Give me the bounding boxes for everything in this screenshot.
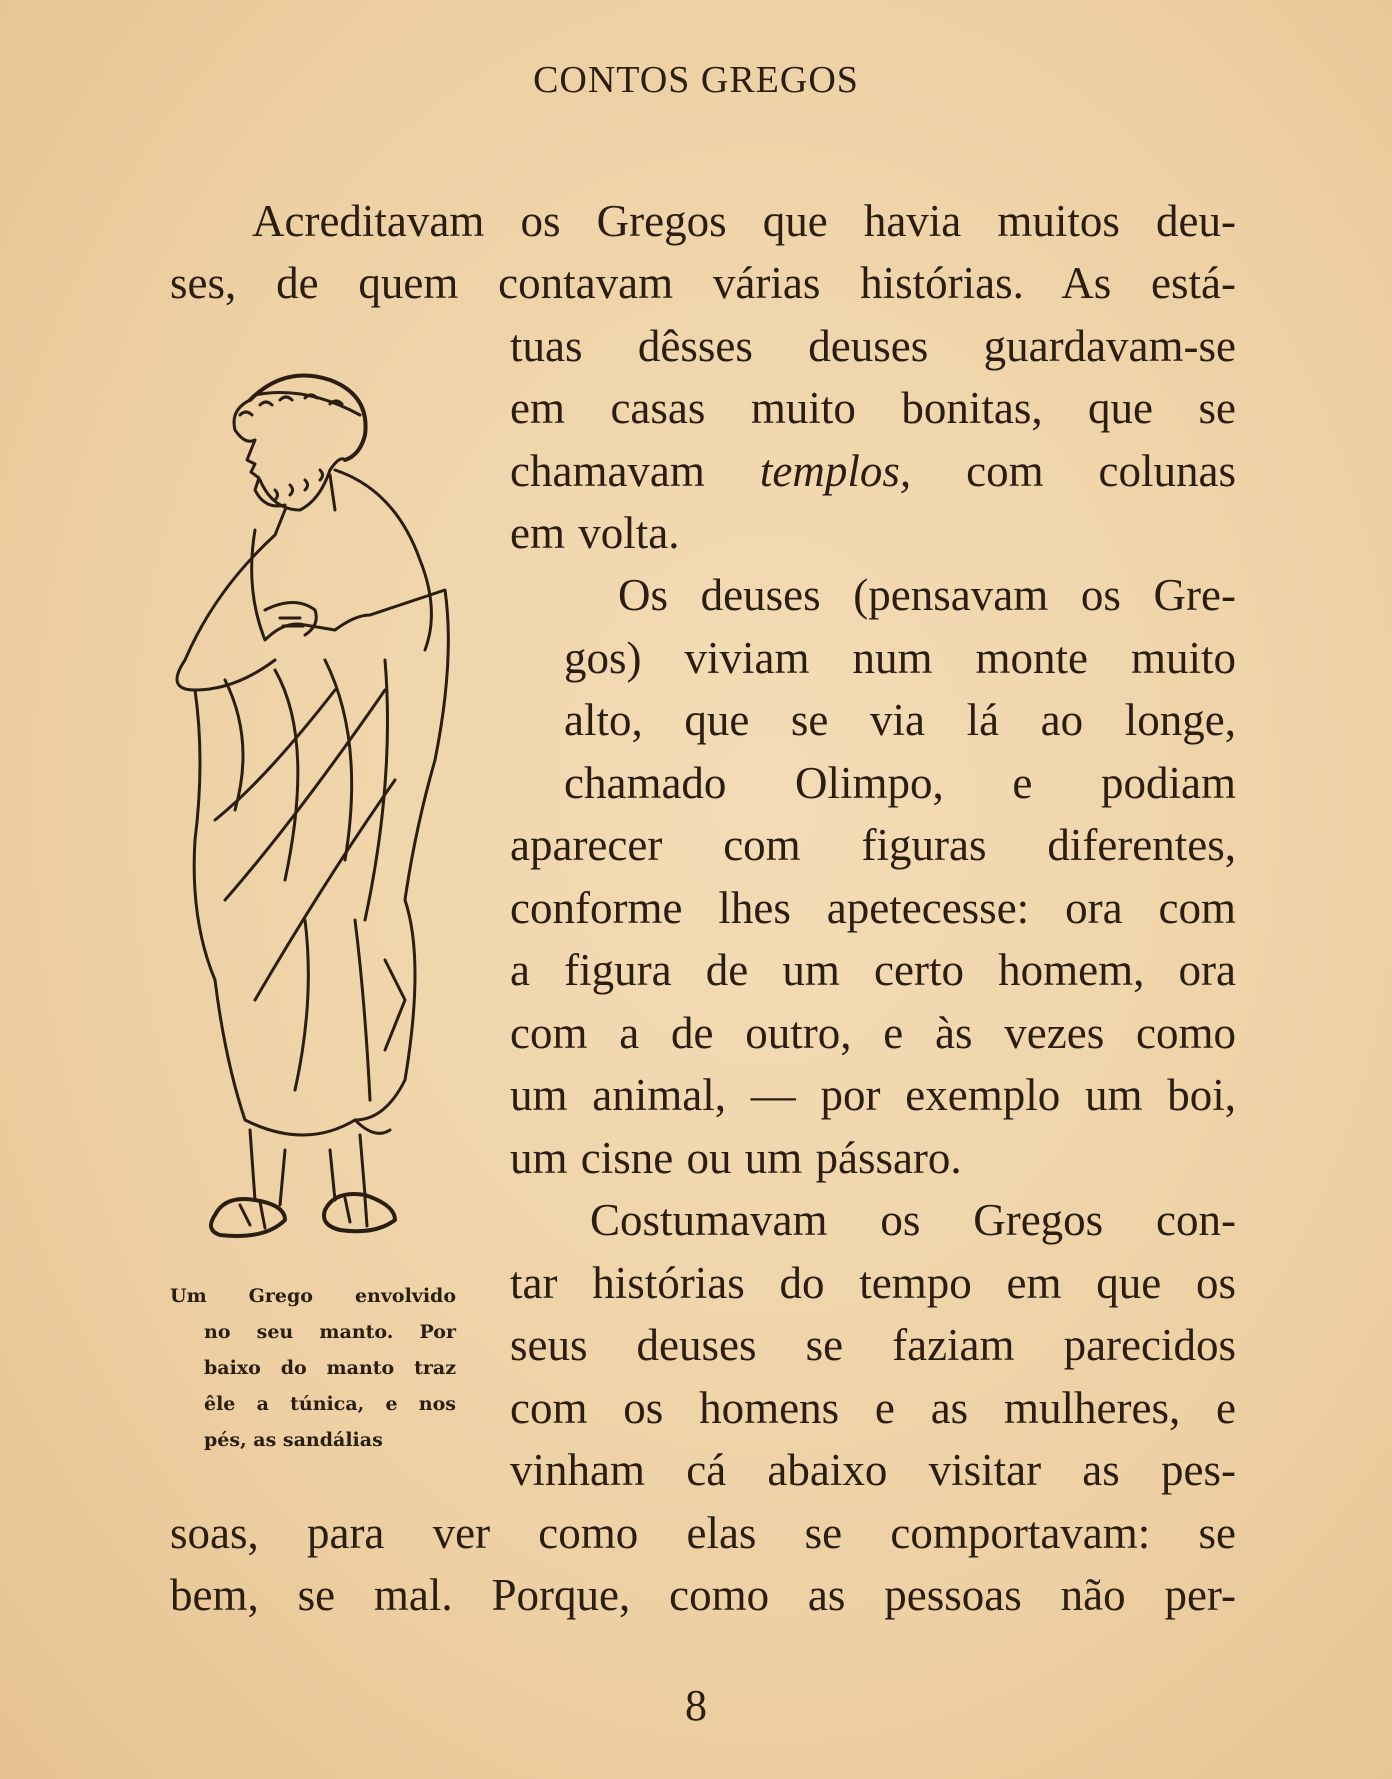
caption-line: no seu manto. Por <box>204 1321 456 1343</box>
caption-line: baixo do manto traz <box>204 1357 456 1379</box>
text-line: com os homens e as mulheres, e <box>510 1383 1236 1433</box>
text-line: seus deuses se faziam parecidos <box>510 1320 1236 1370</box>
text-segment: com colunas <box>911 446 1236 496</box>
text-line: chamado Olimpo, e podiam <box>564 758 1236 808</box>
text-line: conforme lhes apetecesse: ora com <box>510 883 1236 933</box>
text-segment: chamavam <box>510 446 760 496</box>
text-line: ses, de quem contavam várias histórias. As está- <box>170 258 1236 308</box>
text-line: com a de outro, e às vezes como <box>510 1008 1236 1058</box>
running-title: CONTOS GREGOS <box>533 59 859 101</box>
greek-man-illustration <box>155 360 495 1265</box>
text-line: tuas dêsses deuses guardavam-se <box>510 321 1236 371</box>
text-line: em volta. <box>510 508 680 558</box>
text-line <box>510 440 1236 502</box>
text-line: tar histórias do tempo em que os <box>510 1258 1236 1308</box>
text-line: Acreditavam os Gregos que havia muitos deu- <box>252 196 1236 246</box>
text-line: alto, que se via lá ao longe, <box>564 695 1236 745</box>
italic-term: templos, <box>759 446 912 496</box>
page-number: 8 <box>685 1681 707 1730</box>
text-line: Os deuses (pensavam os Gre- <box>618 570 1236 620</box>
text-line: Costumavam os Gregos con- <box>590 1195 1236 1245</box>
text-line: a figura de um certo homem, ora <box>510 945 1236 995</box>
text-line: bem, se mal. Porque, como as pessoas não per- <box>170 1570 1236 1620</box>
caption-line: Um Grego envolvido <box>170 1285 456 1307</box>
text-line: um animal, — por exemplo um boi, <box>510 1070 1236 1120</box>
figure-caption <box>170 1278 456 1458</box>
text-line: gos) viviam num monte muito <box>564 633 1236 683</box>
caption-line: êle a túnica, e nos <box>204 1393 456 1415</box>
text-line: vinham cá abaixo visitar as pes- <box>510 1445 1236 1495</box>
text-line: em casas muito bonitas, que se <box>510 383 1236 433</box>
text-line: aparecer com figuras diferentes, <box>510 820 1236 870</box>
text-line: soas, para ver como elas se comportavam: se <box>170 1508 1236 1558</box>
caption-line: pés, as sandálias <box>204 1429 383 1451</box>
text-line: um cisne ou um pássaro. <box>510 1133 962 1183</box>
